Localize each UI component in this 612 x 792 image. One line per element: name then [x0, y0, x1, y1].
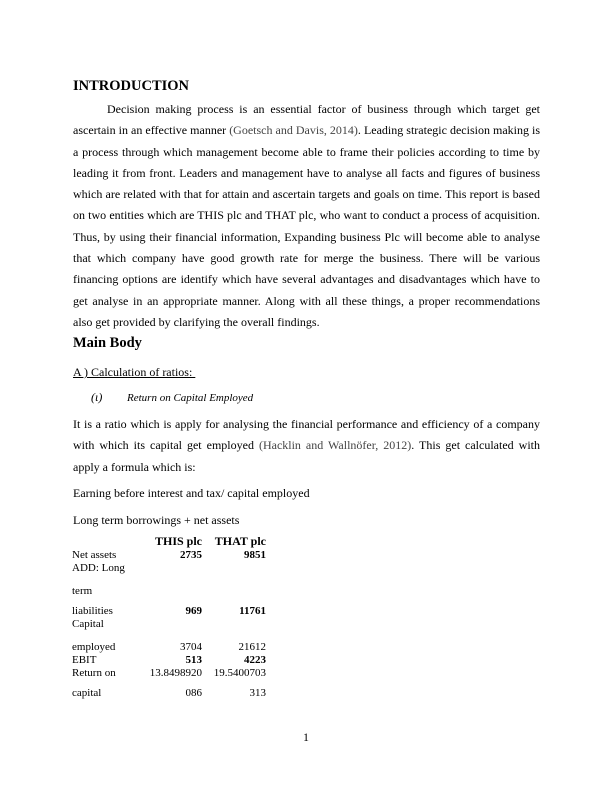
that-plc-value: [202, 585, 266, 605]
citation-goetsch-davis: (Goetsch and Davis, 2014): [229, 123, 358, 138]
table-row: [72, 562, 266, 585]
list-marker: (ι): [91, 390, 103, 404]
table-row: [72, 585, 266, 605]
introduction-paragraph: [73, 99, 540, 333]
that-plc-value: 4223: [244, 654, 266, 666]
table-row: [72, 641, 266, 654]
that-plc-value: 11761: [239, 605, 266, 617]
formula-line-2: Long term borrowings + net assets: [73, 513, 240, 527]
roce-text-part1: It is a ratio which is apply for analysing the financial performance and efficiency of a company with which its capital get employed: [73, 417, 540, 453]
table-row: [72, 605, 266, 618]
introduction-heading: INTRODUCTION: [73, 78, 190, 94]
financial-ratio-table: [72, 534, 266, 700]
table-row: [72, 667, 266, 687]
this-plc-value: [140, 562, 202, 585]
header-cell-this-plc: THIS plc: [154, 534, 202, 548]
this-plc-value: 2735: [180, 549, 202, 561]
this-plc-value: 13.8498920: [149, 667, 202, 679]
this-plc-value: [140, 585, 202, 605]
citation-hacklin-wallnofer: (Hacklin and Wallnöfer, 2012): [258, 438, 412, 453]
roce-text-part2: . This get calculated with apply a formula which is:: [73, 438, 540, 474]
row-label: term: [72, 585, 93, 597]
table-header-row: [72, 534, 266, 549]
page-number: 1: [303, 730, 309, 744]
that-plc-value: 9851: [244, 549, 266, 561]
table-row: [72, 654, 266, 667]
row-label: ADD: Long: [72, 562, 125, 574]
row-label: capital: [72, 687, 102, 699]
that-plc-value: 21612: [238, 641, 266, 653]
intro-text-part2: . Leading strategic decision making is a process through which management become able to frame their policies according to time by leading it from front. Leaders and management have to analyse all facts and figures of business which are related with that for attain and ascertain targets and goals on time. This report is based on two entities which are THIS plc and THAT plc, who want to conduct a process of acquisition. Thus, by using their financial information, Expanding business Plc will become able to analyse that which company have good growth rate for merge the business. There will be various financing options are identify which have several advantages and disadvantages which have to get analyse in an appropriate manner. Along with all these things, a proper recommendations also get provided by clarifying the overall findings.: [73, 123, 541, 329]
table-row: [72, 618, 266, 641]
row-label: EBIT: [72, 654, 97, 666]
row-label: Net assets: [72, 549, 117, 561]
header-cell-blank: [72, 534, 140, 549]
header-cell-that-plc: THAT plc: [214, 534, 266, 548]
that-plc-value: [202, 562, 266, 585]
that-plc-value: 313: [249, 687, 266, 699]
that-plc-value: [202, 618, 266, 641]
table-row: [72, 687, 266, 700]
row-label: Return on: [72, 667, 116, 679]
row-label: Capital: [72, 618, 104, 630]
table-row: [72, 549, 266, 562]
this-plc-value: 513: [185, 654, 202, 666]
row-label: liabilities: [72, 605, 113, 617]
main-body-heading: Main Body: [73, 335, 142, 351]
intro-text-part1: Decision making process is an essential factor of business through which target get ascertain in an effective manner: [73, 102, 540, 138]
row-label: employed: [72, 641, 116, 653]
this-plc-value: [140, 618, 202, 641]
roce-paragraph: [73, 414, 540, 478]
formula-line-1: Earning before interest and tax/ capital employed: [73, 486, 310, 500]
roce-item-title: Return on Capital Employed: [127, 392, 254, 404]
that-plc-value: 19.5400703: [213, 667, 266, 679]
calculation-subheading: A ) Calculation of ratios:: [73, 365, 196, 379]
this-plc-value: 969: [185, 605, 202, 617]
this-plc-value: 086: [185, 687, 202, 699]
this-plc-value: 3704: [180, 641, 202, 653]
